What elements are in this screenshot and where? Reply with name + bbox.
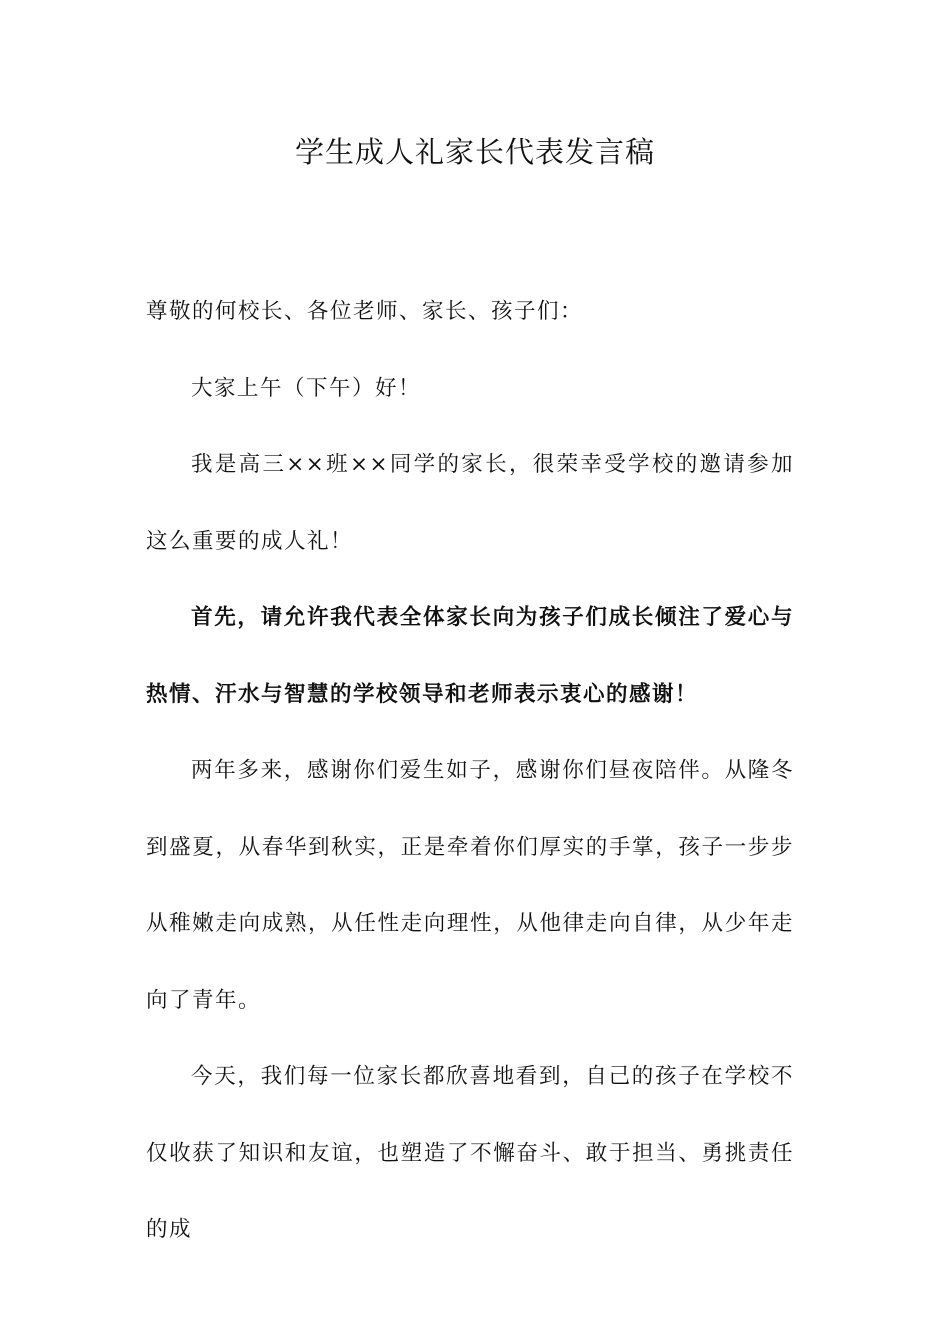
salutation-paragraph: 尊敬的何校长、各位老师、家长、孩子们： [146, 299, 584, 324]
introduction-paragraph: 我是高三××班××同学的家长，很荣幸受学校的邀请参加这么重要的成人礼！ [146, 452, 794, 554]
greeting-paragraph: 大家上午（下午）好！ [191, 375, 422, 401]
today-paragraph: 今天，我们每一位家长都欣喜地看到，自己的孩子在学校不仅收获了知识和友谊，也塑造了不懈奋斗、敢于担当、勇挑责任的成 [146, 1064, 794, 1242]
thanks-paragraph: 首先，请允许我代表全体家长向为孩子们成长倾注了爱心与热情、汗水与智慧的学校领导和老师表示衷心的感谢！ [146, 605, 794, 707]
gratitude-paragraph: 两年多来，感谢你们爱生如子，感谢你们昼夜陪伴。从隆冬到盛夏，从春华到秋实，正是牵着你们厚实的手掌，孩子一步步从稚嫩走向成熟，从任性走向理性，从他律走向自律，从少年走向了青年。 [146, 758, 794, 1013]
document-title: 学生成人礼家长代表发言稿 [294, 135, 655, 169]
document-body [146, 274, 794, 1269]
